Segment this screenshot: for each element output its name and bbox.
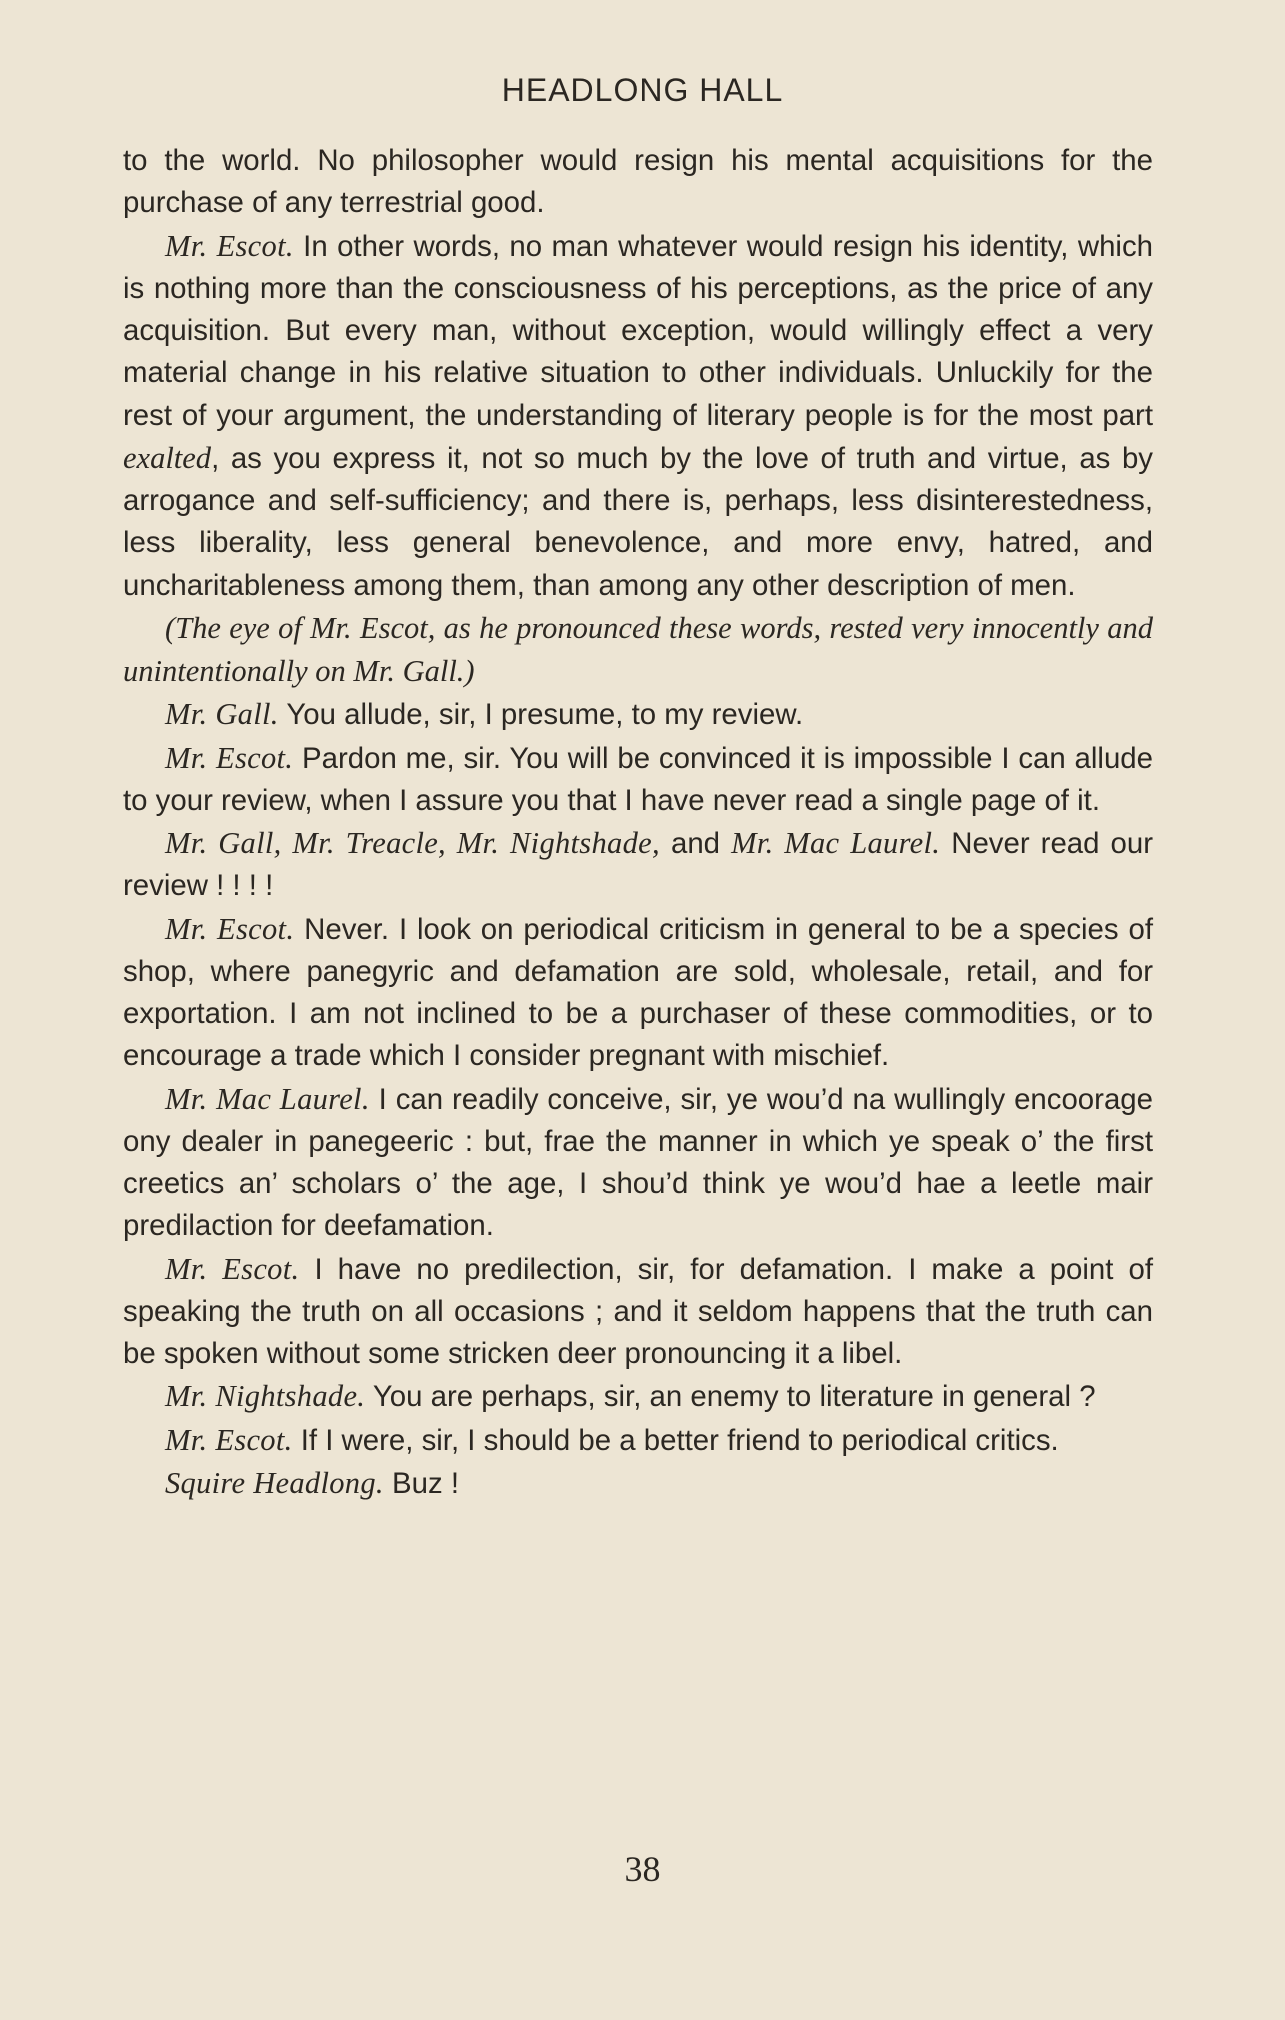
paragraph: [123, 1419, 1153, 1462]
paragraph-text: Pardon me, sir. You will be convinced it is impossible I can allude to your review, when I assure you that I have never read a single page of it.: [123, 741, 1153, 817]
speaker-name: Mr. Escot.: [165, 911, 295, 946]
paragraph: [123, 1462, 1153, 1505]
speaker-name: Mr. Nightshade.: [165, 1379, 366, 1414]
running-head: HEADLONG HALL: [501, 72, 784, 108]
paragraph: [123, 607, 1153, 694]
paragraph: [123, 225, 1153, 607]
speaker-name: Mr. Escot.: [165, 1422, 293, 1457]
paragraph-text: I can readily conceive, sir, ye wou’d na wullingly encoorage ony dealer in panegeeric : but, frae the manner in which ye speak o’ the first creetics an’ scholars o’ the age, I shou’d think ye wou’d hae a leetle mair predilaction for deefamation.: [123, 1082, 1153, 1243]
speaker-name: Mr. Escot.: [165, 740, 294, 775]
paragraph: [123, 1078, 1153, 1248]
paragraph: [123, 1248, 1153, 1376]
paragraph-text: I have no predilection, sir, for defamation. I make a point of speaking the truth on all occasions ; and it seldom happens that the truth can be spoken without some stricken deer pronouncing it a libel.: [123, 1252, 1153, 1370]
body-text: [123, 140, 1153, 1505]
speaker-joiner: and: [670, 827, 721, 860]
paragraph: [123, 822, 1153, 908]
speaker-name: Mr. Mac Laurel.: [731, 826, 941, 860]
paragraph-text: You are perhaps, sir, an enemy to literature in general ?: [372, 1380, 1096, 1414]
paragraph: [123, 737, 1153, 823]
speaker-name: Mr. Gall, Mr. Treacle, Mr. Nightshade,: [165, 826, 660, 860]
paragraph-text-continued: , as you express it, not so much by the love of truth and virtue, as by arrogance and self-sufficiency; and there is, perhaps, less disinterestedness, less liberality, less general benevolence, and more envy, hatred, and uncharitableness among them, than among any other description of men.: [123, 441, 1153, 602]
paragraph-text: You allude, sir, I presume, to my review.: [286, 698, 804, 732]
paragraph-text: to the world. No philosopher would resign his mental acquisitions for the purchase of any terrestrial good.: [123, 144, 1153, 220]
paragraph-text: If I were, sir, I should be a better friend to periodical critics.: [300, 1423, 1059, 1457]
page-number: 38: [624, 1849, 661, 1889]
paragraph: [123, 140, 1153, 225]
paragraph: [123, 693, 1153, 736]
emphasized-word: exalted: [123, 440, 212, 475]
paragraph-text: Buz !: [392, 1466, 459, 1500]
speaker-name: Mr. Gall.: [165, 697, 279, 732]
speaker-name: Mr. Escot.: [165, 228, 294, 263]
speaker-name: Mr. Escot.: [165, 1251, 300, 1286]
speaker-name: Squire Headlong.: [165, 1465, 384, 1500]
paragraph: [123, 1375, 1153, 1418]
stage-direction: (The eye of Mr. Escot, as he pronounced these words, rested very innocently and unintentionally on Mr. Gall.): [123, 610, 1153, 688]
paragraph-text: In other words, no man whatever would resign his identity, which is nothing more than the consciousness of his perceptions, as the price of any acquisition. But every man, without exception, would willingly effect a very material change in his relative situation to other individuals. Unluckily for the rest of your argument, the understanding of literary people is for the most part: [123, 229, 1153, 432]
paragraph-text: Never. I look on periodical criticism in general to be a species of shop, where panegyric and defamation are sold, wholesale, retail, and for exportation. I am not inclined to be a purchaser of these commodities, or to encourage a trade which I consider pregnant with mischief.: [123, 912, 1153, 1073]
speaker-name: Mr. Mac Laurel.: [165, 1081, 370, 1116]
paragraph-text: Never read our review ! ! ! !: [123, 827, 1154, 903]
paragraph: [123, 908, 1153, 1078]
